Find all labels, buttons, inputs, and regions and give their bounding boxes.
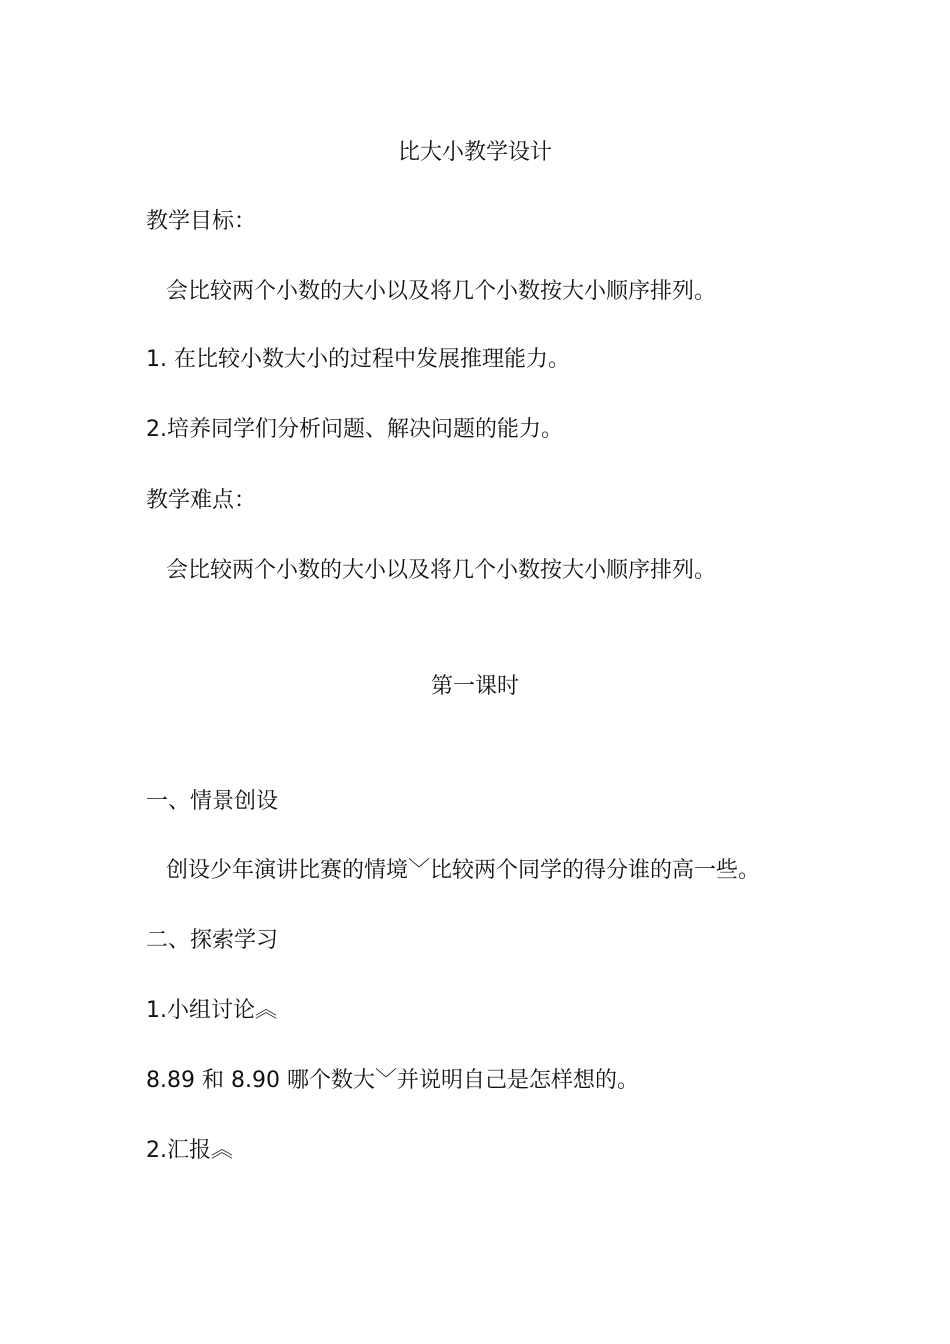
document-title: 比大小教学设计 [397,140,552,165]
difficulty-heading: 教学难点： [146,488,257,513]
section-item: 8.89 和 8.90 哪个数大﹀并说明自己是怎样想的。 [146,1068,639,1093]
section-item: 1.小组讨论︽ [146,998,277,1023]
section-heading: 二、探索学习 [146,928,279,953]
section-text: 创设少年演讲比赛的情境﹀比较两个同学的得分谁的高一些。 [166,858,761,883]
lesson-heading: 第一课时 [430,674,519,699]
objective-line: 1. 在比较小数大小的过程中发展推理能力。 [146,347,570,372]
objective-line: 会比较两个小数的大小以及将几个小数按大小顺序排列。 [166,279,717,304]
objective-line: 2.培养同学们分析问题、解决问题的能力。 [146,417,563,442]
difficulty-line: 会比较两个小数的大小以及将几个小数按大小顺序排列。 [166,558,717,583]
section-heading: 一、情景创设 [146,789,279,814]
objectives-heading: 教学目标： [146,209,257,234]
section-item: 2.汇报︽ [146,1138,233,1163]
